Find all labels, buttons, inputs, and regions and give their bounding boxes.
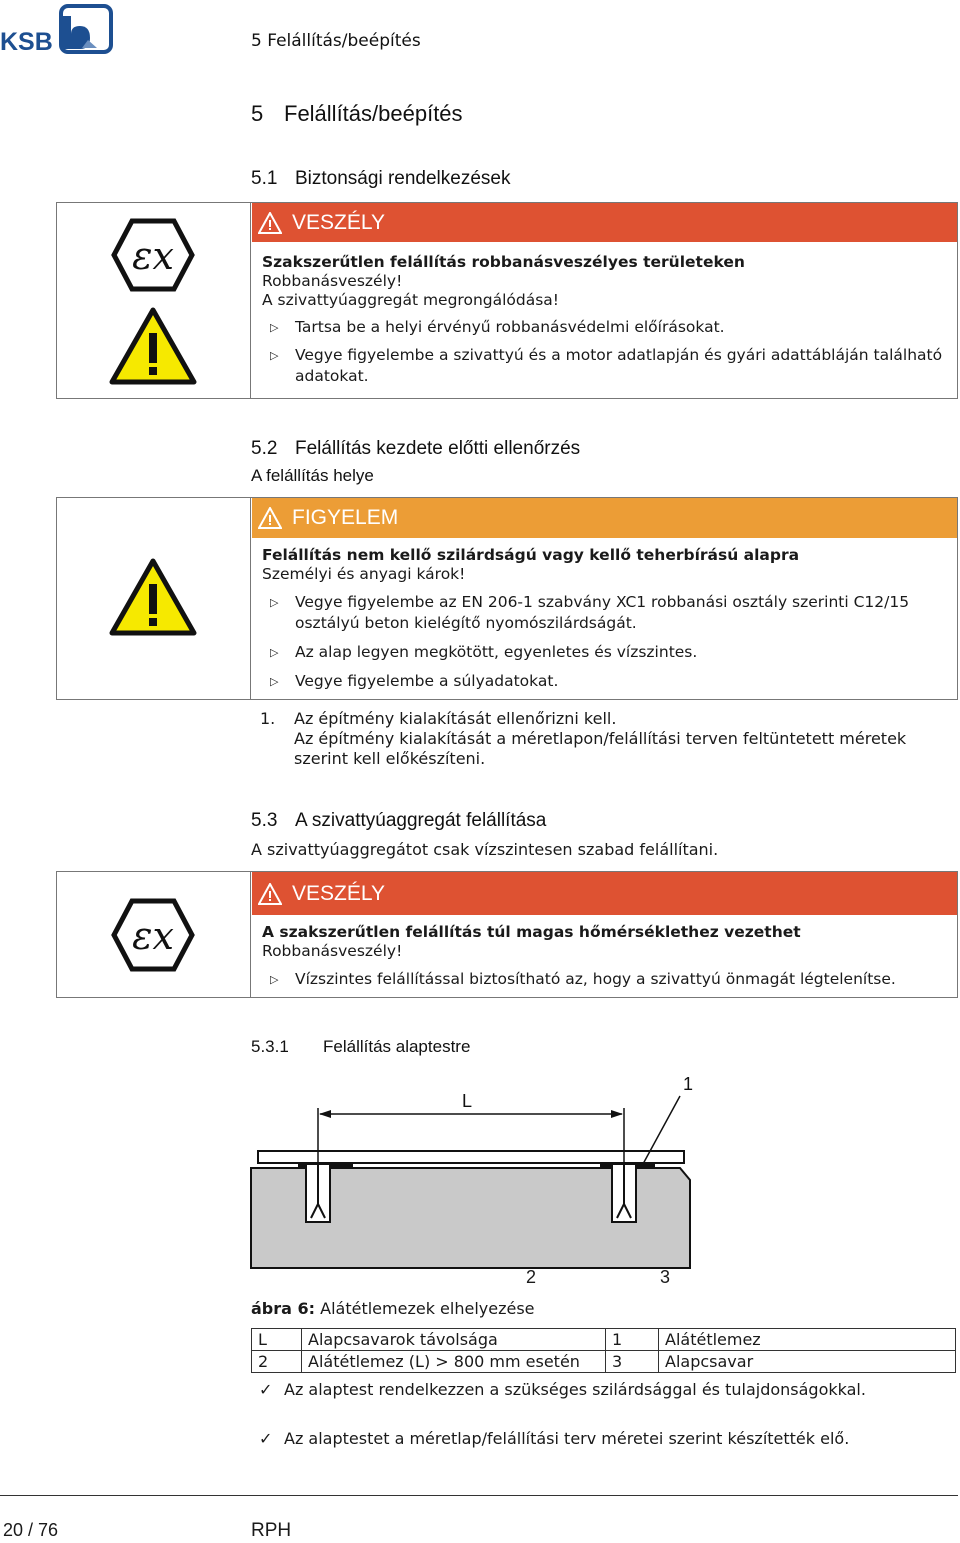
section-5-2-subtitle: A felállítás helye [251, 466, 374, 485]
figure-caption: ábra 6: Alátétlemezek elhelyezése [251, 1299, 535, 1318]
caution-warning-box [56, 497, 958, 700]
warning-bullet: ▷ Vízszintes felállítással biztosítható az, hogy a szivattyú önmagát légtelenítse. [270, 970, 896, 988]
warning-line: Robbanásveszély! [262, 942, 403, 960]
legend-key: L [252, 1329, 302, 1351]
section-5-3-intro: A szivattyúaggregátot csak vízszintesen szabad felállítani. [251, 840, 719, 859]
header-section-title: 5 Felállítás/beépítés [251, 31, 421, 51]
legend-key: 2 [252, 1351, 302, 1373]
footer-divider [0, 1495, 958, 1496]
label-2: 2 [526, 1267, 537, 1287]
check-icon: ✓ [259, 1380, 273, 1399]
table-row [252, 1351, 956, 1373]
step-text: Az építmény kialakítását ellenőrizni kell. [294, 709, 617, 728]
legend-table [251, 1328, 956, 1373]
legend-key: 1 [606, 1329, 659, 1351]
caution-label: FIGYELEM [292, 506, 399, 529]
svg-text:εx: εx [132, 234, 174, 278]
section-5-3-1-heading: 5.3.1 Felállítás alaptestre [251, 1037, 471, 1056]
warning-content [262, 923, 949, 990]
anchor-bolt [612, 1164, 636, 1222]
step-number: 1. [260, 709, 276, 728]
warning-icons [57, 872, 251, 997]
warning-bullet: ▷ Tartsa be a helyi érvényű robbanásvédelmi előírásokat. [270, 318, 725, 336]
ex-symbol-icon [110, 897, 196, 973]
danger-label: VESZÉLY [292, 881, 385, 905]
danger-label: VESZÉLY [292, 210, 385, 234]
warning-line: A szivattyúaggregát megrongálódása! [262, 291, 560, 309]
warning-triangle-icon [109, 307, 197, 385]
small-warning-icon [258, 883, 282, 905]
warning-triangle-icon [109, 558, 197, 636]
check-item: ✓ Az alaptest rendelkezzen a szükséges szilárdsággal és tulajdonságokkal. [259, 1380, 866, 1399]
warning-headline: Felállítás nem kellő szilárdságú vagy kellő teherbírású alapra [262, 546, 800, 564]
legend-value: Alátétlemez (L) > 800 mm esetén [302, 1351, 606, 1373]
ksb-logo [0, 2, 115, 54]
ex-symbol-icon [110, 217, 196, 293]
check-icon: ✓ [259, 1429, 273, 1448]
label-1: 1 [683, 1074, 694, 1094]
danger-warning-box-1 [56, 202, 958, 399]
check-item: ✓ Az alaptestet a méretlap/felállítási terv méretei szerint készítették elő. [259, 1429, 850, 1448]
caution-header [252, 498, 957, 538]
table-row [252, 1329, 956, 1351]
warning-content [262, 546, 949, 692]
warning-bullet: ▷ Vegye figyelembe az EN 206-1 szabvány XC1 robbanási osztály szerinti C12/15 osztályú beton kielégítő nyomószilárdságát. [270, 593, 910, 632]
warning-icons [57, 498, 251, 699]
warning-headline: A szakszerűtlen felállítás túl magas hőmérséklethez vezethet [262, 923, 801, 941]
legend-value: Alapcsavarok távolsága [302, 1329, 606, 1351]
baseplate [258, 1151, 684, 1163]
warning-line: Személyi és anyagi károk! [262, 565, 466, 583]
foundation-figure [248, 1068, 698, 1293]
danger-header [252, 872, 957, 915]
shim [331, 1163, 353, 1168]
warning-bullet: ▷ Vegye figyelembe a súlyadatokat. [270, 672, 559, 690]
warning-bullet: ▷ Az alap legyen megkötött, egyenletes és vízszintes. [270, 643, 698, 661]
svg-text:KSB: KSB [0, 28, 53, 54]
warning-content [262, 253, 949, 387]
chapter-heading: 5 Felállítás/beépítés [251, 101, 463, 126]
step-1 [260, 709, 950, 769]
danger-header [252, 203, 957, 242]
svg-text:εx: εx [132, 914, 174, 958]
section-5-3-heading: 5.3 A szivattyúaggregát felállítása [251, 810, 547, 831]
footer-code: RPH [251, 1520, 292, 1541]
label-3: 3 [660, 1267, 671, 1287]
page-number: 20 / 76 [3, 1520, 59, 1540]
warning-icons [57, 203, 251, 398]
warning-headline: Szakszerűtlen felállítás robbanásveszélyes területeken [262, 253, 745, 271]
step-text: Az építmény kialakítását a méretlapon/felállítási terven feltüntetett méretek szerint kell előkészíteni. [294, 729, 907, 768]
label-L: L [462, 1091, 473, 1111]
small-warning-icon [258, 507, 282, 529]
warning-line: Robbanásveszély! [262, 272, 403, 290]
legend-value: Alapcsavar [659, 1351, 956, 1373]
legend-value: Alátétlemez [659, 1329, 956, 1351]
danger-warning-box-2 [56, 871, 958, 998]
anchor-bolt [306, 1164, 330, 1222]
legend-key: 3 [606, 1351, 659, 1373]
section-5-2-heading: 5.2 Felállítás kezdete előtti ellenőrzés [251, 438, 581, 459]
section-5-1-heading: 5.1 Biztonsági rendelkezések [251, 168, 511, 189]
small-warning-icon [258, 212, 282, 234]
warning-bullet: ▷ Vegye figyelembe a szivattyú és a motor adatlapján és gyári adattábláján található adatokat. [270, 346, 943, 385]
